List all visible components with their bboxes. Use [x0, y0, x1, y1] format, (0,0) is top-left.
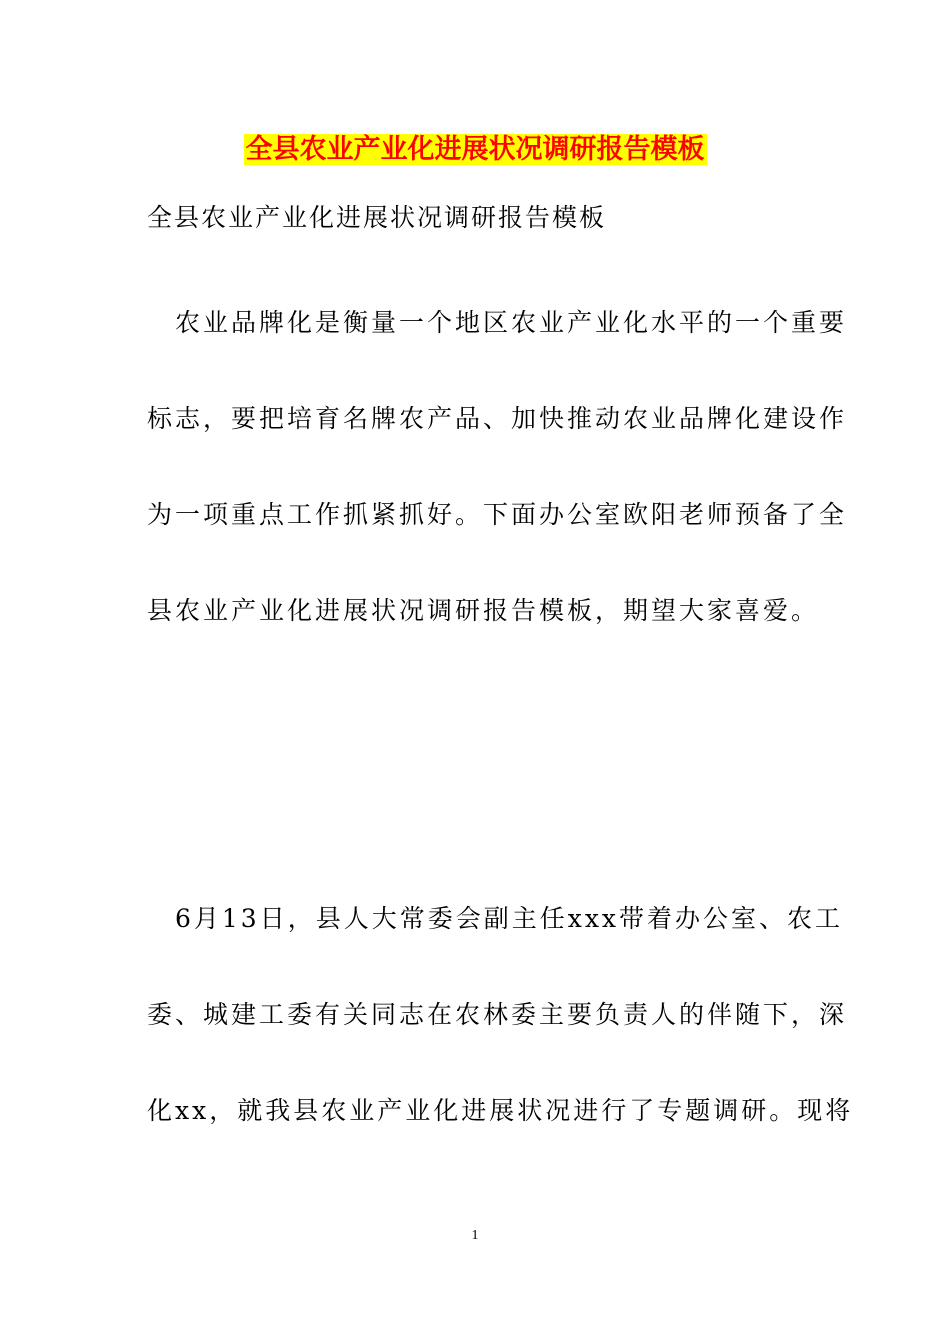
document-title-text: 全县农业产业化进展状况调研报告模板 [245, 134, 705, 165]
paragraph-line: 标志，要把培育名牌农产品、加快推动农业品牌化建设作 [147, 404, 848, 433]
paragraph-line: 6月13日，县人大常委会副主任xxx带着办公室、农工 [147, 904, 844, 933]
paragraph-intro [147, 303, 848, 631]
document-subtitle: 全县农业产业化进展状况调研报告模板 [147, 203, 607, 232]
paragraph-line: 化xx，就我县农业产业化进展状况进行了专题调研。现将 [147, 1096, 854, 1125]
paragraph-line: 委、城建工委有关同志在农林委主要负责人的伴随下，深 [147, 1000, 848, 1029]
paragraph-line: 为一项重点工作抓紧抓好。下面办公室欧阳老师预备了全 [147, 500, 848, 529]
page-number: 1 [471, 1228, 479, 1243]
paragraph-body [147, 899, 854, 1131]
paragraph-line: 县农业产业化进展状况调研报告模板，期望大家喜爱。 [147, 596, 820, 625]
paragraph-line: 农业品牌化是衡量一个地区农业产业化水平的一个重要 [147, 308, 848, 337]
document-title [0, 130, 950, 170]
